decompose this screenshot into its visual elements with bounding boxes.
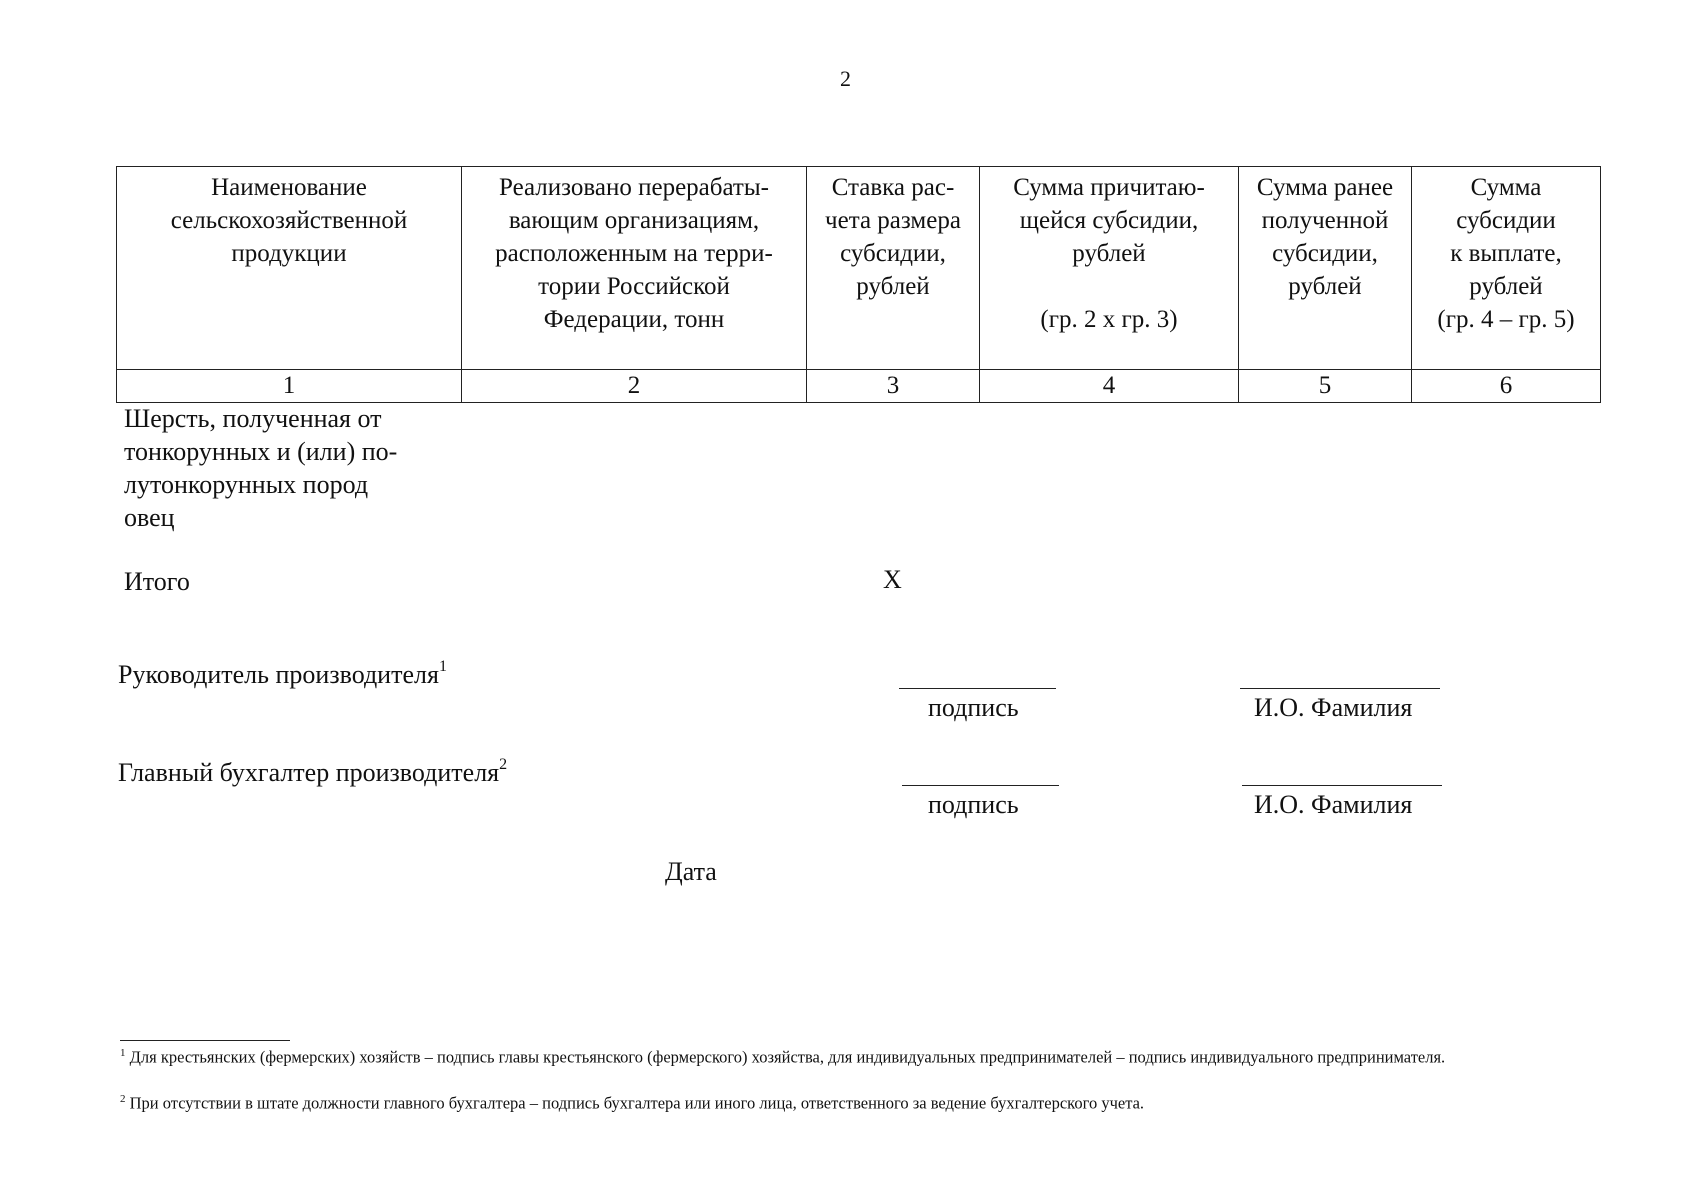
accountant-signature-label: Главный бухгалтер производителя$^2$	[118, 756, 508, 787]
accountant-name-line	[1242, 785, 1442, 786]
head-signature-caption: подпись	[928, 693, 1019, 722]
total-mark: Х	[883, 565, 902, 594]
column-number: 3	[807, 370, 980, 403]
head-signature-label: Руководитель производителя$^1$	[118, 658, 447, 689]
header-sold-tonnes: Реализовано перерабаты- вающим организациям, расположенным на терри- тории Российской Федерации, тонн	[462, 167, 807, 370]
accountant-signature-line	[902, 785, 1059, 786]
column-number: 1	[117, 370, 462, 403]
header-payable-subsidy: Сумма субсидии к выплате, рублей (гр. 4 – гр. 5)	[1412, 167, 1601, 370]
accountant-name-caption: И.О. Фамилия	[1254, 790, 1413, 819]
head-name-caption: И.О. Фамилия	[1254, 693, 1413, 722]
column-number: 2	[462, 370, 807, 403]
header-received-subsidy: Сумма ранее полученной субсидии, рублей	[1239, 167, 1412, 370]
footnote-2: $^2$ При отсутствии в штате должности главного бухгалтера – подпись бухгалтера или иного лица, ответственного за ведение бухгалтерского учета.	[120, 1093, 1145, 1113]
footnote-ref-2: 2	[499, 756, 508, 774]
column-number: 6	[1412, 370, 1601, 403]
date-label: Дата	[665, 857, 717, 886]
header-product-name: Наименование сельскохозяйственной продукции	[117, 167, 462, 370]
product-name: Шерсть, полученная от тонкорунных и (или) по- лутонкорунных пород овец	[124, 404, 398, 532]
page-number: 2	[840, 66, 851, 91]
total-label: Итого	[124, 567, 190, 596]
footnote-ref-1: 1	[438, 658, 447, 676]
column-number-row	[117, 370, 1601, 403]
table-header-row	[117, 167, 1601, 370]
subsidy-table	[116, 166, 1601, 403]
accountant-signature-caption: подпись	[928, 790, 1019, 819]
header-rate: Ставка рас- чета размера субсидии, рублей	[807, 167, 980, 370]
footnote-separator	[120, 1040, 290, 1041]
footnote-1: $^1$ Для крестьянских (фермерских) хозяйств – подпись главы крестьянского (фермерского) хозяйства, для индивидуальных предпринимателей – подпись индивидуального предпринимателя.	[120, 1047, 1446, 1067]
head-signature-line	[899, 688, 1056, 689]
head-name-line	[1240, 688, 1440, 689]
column-number: 4	[980, 370, 1239, 403]
column-number: 5	[1239, 370, 1412, 403]
header-due-subsidy: Сумма причитаю- щейся субсидии, рублей (гр. 2 x гр. 3)	[980, 167, 1239, 370]
